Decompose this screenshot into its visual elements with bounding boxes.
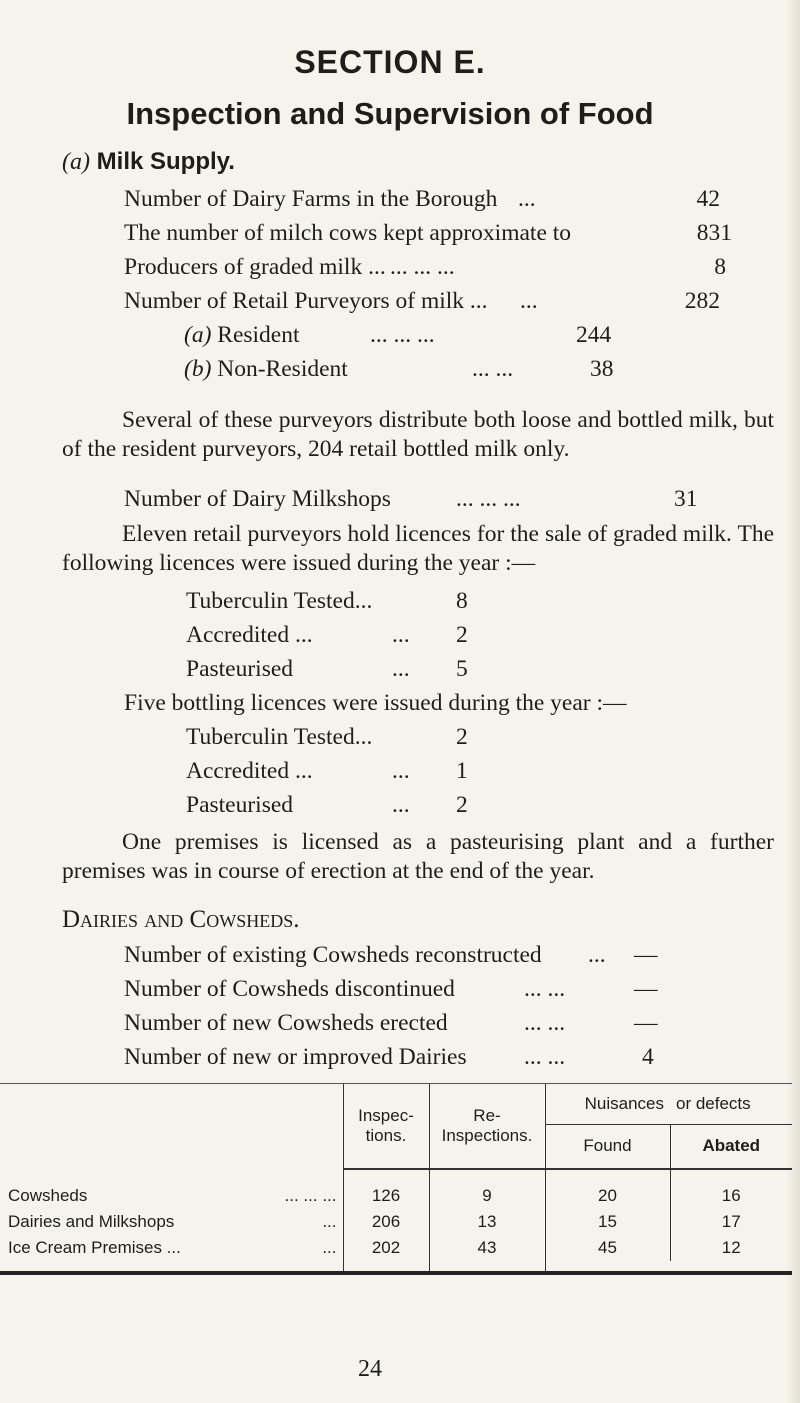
milk-line-label: Producers of graded milk ...: [124, 254, 386, 280]
milk-supply-title: Milk Supply.: [96, 148, 235, 175]
milk-line-dots: ...: [518, 186, 536, 212]
dairies-line-label: Number of Cowsheds discontinued: [124, 976, 455, 1002]
licence-label: Accredited ...: [186, 622, 313, 648]
milk-line-dots: ...: [520, 288, 538, 314]
dairies-line-value: 4: [642, 1044, 654, 1070]
purveyors-paragraph: Several of these purveyors distribute both loose and bottled milk, but of the resident purveyors, 204 retail bottled milk only.: [62, 407, 774, 462]
dairies-line-dots: ... ...: [524, 1010, 566, 1036]
bottling-dots: ...: [392, 792, 410, 818]
row-label-text: Ice Cream Premises ...: [8, 1238, 181, 1257]
table-row: [0, 1209, 792, 1235]
licence-dots: ...: [392, 622, 410, 648]
licence-label: Tuberculin Tested...: [186, 588, 373, 614]
licence-value: 8: [456, 588, 468, 614]
dairies-line-value: —: [634, 976, 658, 1002]
row-label: [0, 1209, 343, 1235]
table-header-row: [0, 1084, 792, 1125]
dairies-line-label: Number of new or improved Dairies: [124, 1044, 467, 1070]
milk-supply-heading: [62, 148, 235, 176]
milkshops-dots: ... ... ...: [456, 486, 521, 512]
milk-line-label: The number of milch cows kept approximate to: [124, 220, 572, 246]
cell-abated: 16: [670, 1183, 792, 1209]
spacer-cell: [343, 1169, 429, 1183]
table-bottom-row: [0, 1261, 792, 1273]
row-label-dots: ...: [322, 1238, 337, 1257]
milk-line-value: 8: [714, 254, 726, 280]
header-blank-cell: [0, 1084, 343, 1168]
bottling-label: Tuberculin Tested...: [186, 724, 373, 750]
purveyor-sub-line: [184, 356, 348, 383]
row-label-dots: ...: [322, 1212, 337, 1231]
milk-line-dots: ... ... ...: [390, 254, 455, 280]
dairies-line-label: Number of new Cowsheds erected: [124, 1010, 448, 1036]
bottom-cell: [670, 1261, 792, 1273]
sub-value: 38: [590, 356, 614, 382]
spacer-cell: [0, 1169, 343, 1183]
dairies-line-dots: ... ...: [524, 1044, 566, 1070]
cell-inspections: 126: [343, 1183, 429, 1209]
section-subtitle: Inspection and Supervision of Food: [126, 96, 654, 131]
bottom-cell: [545, 1261, 670, 1273]
milk-line-value: 282: [684, 288, 720, 314]
header-found: Found: [545, 1125, 670, 1168]
page-number: 24: [358, 1356, 382, 1382]
header-reinspections-line2: Inspections.: [441, 1125, 533, 1145]
dairies-line-value: —: [634, 942, 658, 968]
header-reinspections-line1: Re-: [473, 1105, 501, 1125]
row-label-text: Cowsheds: [8, 1186, 88, 1205]
milk-line-value: 831: [696, 220, 732, 246]
cell-found: 15: [545, 1209, 670, 1235]
licence-value: 5: [456, 656, 468, 682]
spacer-cell: [670, 1169, 792, 1183]
row-label-dots: ... ... ...: [284, 1186, 337, 1205]
row-label: [0, 1235, 343, 1261]
licences-paragraph: Eleven retail purveyors hold licences for the sale of graded milk. The following licences were issued during the year :—: [62, 521, 774, 576]
bottom-cell: [343, 1261, 429, 1273]
row-label: [0, 1183, 343, 1209]
cell-found: 20: [545, 1183, 670, 1209]
bottling-value: 1: [456, 758, 468, 784]
sub-dots: ... ...: [472, 356, 514, 382]
milkshops-value: 31: [674, 486, 698, 512]
dairies-line-value: —: [634, 1010, 658, 1036]
spacer-cell: [545, 1169, 670, 1183]
sub-dots: ... ... ...: [370, 322, 435, 348]
sub-letter: (b): [184, 356, 212, 382]
bottling-label: Accredited ...: [186, 758, 313, 784]
cell-reinspections: 43: [429, 1235, 545, 1261]
spacer-cell: [429, 1169, 545, 1183]
bottling-dots: ...: [392, 758, 410, 784]
sub-letter: (a): [184, 322, 212, 348]
sub-label: Non-Resident: [217, 356, 348, 382]
cell-reinspections: 9: [429, 1183, 545, 1209]
dairies-line-dots: ... ...: [524, 976, 566, 1002]
header-inspections-line2: tions.: [365, 1125, 407, 1145]
cell-abated: 12: [670, 1235, 792, 1261]
sub-value: 244: [576, 322, 612, 348]
purveyor-sub-line: [184, 322, 300, 349]
header-inspections: [343, 1084, 429, 1168]
section-title: SECTION E.: [294, 44, 486, 80]
row-label-text: Dairies and Milkshops: [8, 1212, 175, 1231]
cell-reinspections: 13: [429, 1209, 545, 1235]
cell-abated: 17: [670, 1209, 792, 1235]
pasteurising-paragraph: One premises is licensed as a pasteurising plant and a further premises was in course of erection at the end of the year.: [62, 829, 774, 884]
header-reinspections: [429, 1084, 545, 1168]
milk-line-label: Number of Dairy Farms in the Borough: [124, 186, 498, 212]
dairies-line-dots: ...: [588, 942, 606, 968]
milk-line-value: 42: [696, 186, 720, 212]
header-defects: or defects: [670, 1084, 792, 1125]
cell-found: 45: [545, 1235, 670, 1261]
milk-line-label: Number of Retail Purveyors of milk ...: [124, 288, 488, 314]
milkshops-label: Number of Dairy Milkshops: [124, 486, 391, 512]
inspection-table: [0, 1083, 792, 1275]
bottling-value: 2: [456, 792, 468, 818]
bottling-intro: Five bottling licences were issued during the year :—: [124, 690, 627, 716]
bottom-cell: [429, 1261, 545, 1273]
licence-value: 2: [456, 622, 468, 648]
dairies-line-label: Number of existing Cowsheds reconstructed: [124, 942, 542, 968]
cell-inspections: 202: [343, 1235, 429, 1261]
cell-inspections: 206: [343, 1209, 429, 1235]
table-row: [0, 1235, 792, 1261]
table-row: [0, 1183, 792, 1209]
dairies-heading: Dairies and Cowsheds.: [62, 906, 300, 933]
licence-dots: ...: [392, 656, 410, 682]
bottling-label: Pasteurised: [186, 792, 294, 818]
bottling-value: 2: [456, 724, 468, 750]
header-inspections-line1: Inspec-: [358, 1105, 414, 1125]
bottom-cell: [0, 1261, 343, 1273]
header-abated: Abated: [670, 1125, 792, 1168]
table-spacer-row: [0, 1169, 792, 1183]
header-nuisances: Nuisances: [545, 1084, 670, 1125]
milk-supply-letter: (a): [62, 149, 90, 175]
sub-label: Resident: [217, 322, 300, 348]
licence-label: Pasteurised: [186, 656, 294, 682]
